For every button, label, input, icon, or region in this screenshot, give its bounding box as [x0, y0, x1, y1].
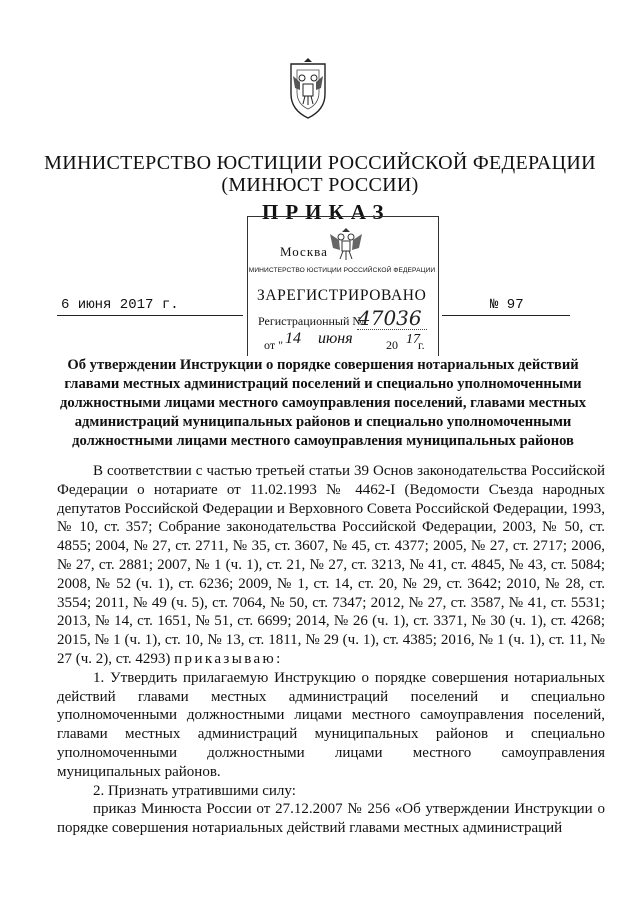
item-2-paragraph: 2. Признать утратившими силу:: [93, 782, 296, 799]
order-date-line: [57, 315, 243, 316]
item-1-paragraph: 1. Утвердить прилагаемую Инструкцию о порядке совершения нотариальных действий главами местных администраций поселений и специально уполномоченными должностными лицами местного самоуправления поселений, главами местных администраций муниципальных районов и специально уполномоченными должностными лицами местного самоуправления муниципальных районов.: [57, 669, 605, 780]
stamp-city: Москва: [280, 244, 328, 259]
stamp-registration-number-label: Регистрационный №: [258, 314, 364, 328]
stamp-ministry-name: МИНИСТЕРСТВО ЮСТИЦИИ РОССИЙСКОЙ ФЕДЕРАЦИИ: [248, 267, 436, 274]
stamp-registered-label: ЗАРЕГИСТРИРОВАНО: [257, 287, 427, 304]
preamble-paragraph: [57, 462, 605, 669]
stamp-date-month: июня: [318, 330, 353, 347]
stamp-year: 17: [406, 332, 420, 347]
title-line: главами местных администраций поселений и специально уполномоченными: [64, 376, 582, 392]
document-type: ПРИКАЗ: [262, 200, 391, 224]
prikazyvayu-word: приказываю:: [174, 650, 283, 667]
item-2-text-paragraph: приказ Минюста России от 27.12.2007 № 256 «Об утверждении Инструкции о порядке совершения нотариальных действий главами местных администраций: [57, 801, 605, 837]
russian-coat-of-arms-icon: [283, 58, 333, 120]
stamp-registration-number: 47036: [358, 306, 422, 330]
stamp-year-prefix: 20: [386, 338, 398, 352]
stamp-date-prefix: от ": [264, 338, 283, 352]
stamp-date-day: 14: [285, 330, 301, 347]
preamble-text: В соответствии с частью третьей статьи 39 Основ законодательства Российской Федерации о нотариате от 11.02.1993 № 4462-I (Ведомости Съезда народных депутатов Российской Федерации и Верховного Совета Российской Федерации, 1993, № 10, ст. 357; Собрание законодательства Российской Федерации, 2003, № 50, ст. 4855; 2004, № 27, ст. 2711, № 35, ст. 3607, № 45, ст. 4377; 2005, № 27, ст. 2717; 2006, № 27, ст. 2881; 2007, № 1 (ч. 1), ст. 21, № 27, ст. 3213, № 41, ст. 4845, № 43, ст. 5084; 2008, № 52 (ч. 1), ст. 6236; 2009, № 1, ст. 14, ст. 20, № 29, ст. 3642; 2010, № 28, ст. 3554; 2011, № 49 (ч. 5), ст. 7064, № 50, ст. 7347; 2012, № 27, ст. 3587, № 41, ст. 5531; 2013, № 14, ст. 1651, № 51, ст. 6699; 2014, № 26 (ч. 1), ст. 3371, № 30 (ч. 1), ст. 4268; 2015, № 1 (ч. 1), ст. 10, № 13, ст. 1811, № 29 (ч. 1), ст. 4385; 2016, № 1 (ч. 1), ст. 11, № 27 (ч. 2), ст. 4293): [57, 463, 605, 667]
document-title: [55, 356, 591, 451]
stamp-eagle-icon: [326, 224, 366, 264]
stamp-year-suffix: г.: [418, 338, 425, 352]
document-body: [57, 462, 605, 838]
title-line: администраций муниципальных районов и специально уполномоченными: [74, 414, 572, 430]
stamp-number-underline: [357, 329, 427, 330]
order-number-line: [442, 315, 570, 316]
title-line: Об утверждении Инструкции о порядке совершения нотариальных действий: [67, 357, 579, 373]
ministry-name: МИНИСТЕРСТВО ЮСТИЦИИ РОССИЙСКОЙ ФЕДЕРАЦИИ: [44, 152, 596, 174]
title-line: должностными лицами местного самоуправления поселений, главами местных: [59, 395, 587, 411]
order-number: № 97: [490, 297, 524, 313]
ministry-short-name: (МИНЮСТ РОССИИ): [221, 174, 419, 196]
title-line: должностными лицами местного самоуправления муниципальных районов: [72, 433, 574, 449]
order-date: 6 июня 2017 г.: [61, 297, 179, 313]
